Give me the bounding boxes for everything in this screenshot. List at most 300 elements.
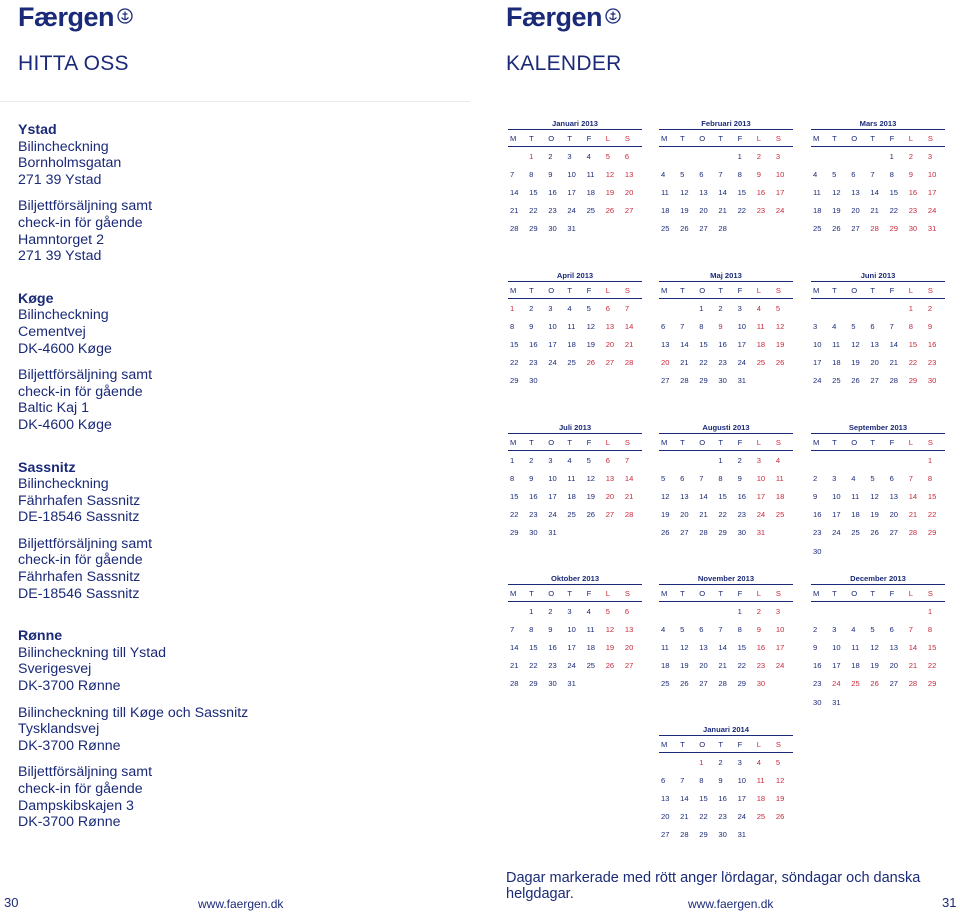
location-0 [18,122,268,265]
day-cell: 6 [661,321,666,331]
day-cell: 17 [548,491,557,501]
day-cell: 28 [908,679,918,689]
day-cell: 5 [870,624,875,634]
day-cell: 12 [586,321,596,331]
location-city: Sassnitz [18,459,76,476]
day-cell: 18 [661,206,670,216]
day-cell: 6 [889,624,894,634]
day-cell: 7 [510,169,515,179]
day-cell: 31 [756,528,766,538]
weekday-label: S [927,133,933,143]
day-cell: 24 [775,206,785,216]
day-cell: 23 [529,358,538,368]
month-days [659,451,793,542]
day-cell: 7 [908,473,913,483]
calendar-month [508,422,642,542]
day-cell: 23 [756,206,766,216]
day-cell: 28 [718,679,727,689]
day-cell: 15 [529,642,538,652]
day-cell: 31 [567,224,576,234]
month-name: Juli 2013 [558,423,592,432]
divider-left [0,101,470,102]
weekday-label: F [737,285,743,295]
day-cell: 7 [908,624,913,634]
weekday-label: T [567,285,573,295]
weekday-label: O [548,588,555,598]
day-cell: 21 [510,661,519,671]
day-cell: 19 [605,642,615,652]
day-cell: 29 [529,679,538,689]
day-cell: 14 [889,339,899,349]
day-cell: 19 [851,358,860,368]
weekday-label: M [813,285,820,295]
weekday-label: O [548,133,555,143]
day-cell: 22 [737,206,747,216]
day-cell: 26 [775,812,785,822]
day-cell: 3 [567,151,572,161]
day-cell: 10 [775,624,785,634]
day-cell: 25 [775,510,785,520]
weekday-label: M [813,588,820,598]
day-cell: 3 [775,151,781,161]
day-cell: 24 [548,510,557,520]
day-cell: 14 [908,642,918,652]
day-cell: 2 [718,757,723,767]
day-cell: 2 [908,151,913,161]
weekday-label: T [870,437,876,447]
day-cell: 13 [851,187,860,197]
day-cell: 24 [775,661,785,671]
page-title-right: KALENDER [506,52,622,75]
day-cell: 3 [548,455,553,465]
day-cell: 17 [832,510,841,520]
day-cell: 12 [680,187,689,197]
day-cell: 11 [851,491,860,501]
address-line: Biljettförsäljning samt [18,764,153,781]
day-cell: 10 [927,169,937,179]
day-cell: 11 [813,187,821,197]
day-cell: 18 [813,206,822,216]
day-cell: 30 [737,528,747,538]
day-cell: 14 [680,793,689,803]
weekday-label: O [699,437,706,447]
day-cell: 16 [548,187,557,197]
day-cell: 8 [908,321,913,331]
day-cell: 18 [586,187,596,197]
address-line: check-in för gående [18,383,143,400]
month-name: April 2013 [556,271,594,280]
day-cell: 9 [529,473,534,483]
day-cell: 12 [851,339,860,349]
day-cell: 9 [718,775,723,785]
day-cell: 7 [510,624,515,634]
weekday-label: O [851,588,858,598]
address-line: DK-3700 Rønne [18,814,121,831]
day-cell: 27 [624,661,634,671]
weekday-label: T [567,437,573,447]
day-cell: 29 [510,528,519,538]
weekday-label: T [832,437,837,447]
weekday-label: T [567,588,573,598]
day-cell: 26 [870,679,879,689]
day-cell: 30 [548,679,557,689]
month-days [811,451,945,560]
month-name: December 2013 [850,574,906,583]
day-cell: 3 [737,757,742,767]
month-name: Mars 2013 [859,119,897,128]
address-line: DE-18546 Sassnitz [18,585,140,602]
weekday-header [659,735,793,753]
weekday-label: M [661,285,668,295]
day-cell: 10 [775,169,785,179]
day-cell: 23 [927,358,937,368]
day-cell: 4 [567,303,572,313]
day-cell: 25 [851,679,860,689]
day-cell: 14 [870,187,879,197]
website-link-right[interactable]: www.faergen.dk [688,897,774,911]
weekday-label: O [851,285,858,295]
weekday-label: L [908,588,913,598]
day-cell: 16 [756,187,766,197]
day-cell: 4 [851,473,856,483]
weekday-label: M [661,437,668,447]
weekday-label: O [548,437,555,447]
day-cell: 26 [605,206,615,216]
day-cell: 23 [813,679,822,689]
day-cell: 13 [605,321,615,331]
day-cell: 16 [927,339,937,349]
day-cell: 31 [832,697,841,707]
day-cell: 16 [548,642,557,652]
day-cell: 16 [529,491,538,501]
weekday-label: T [529,285,534,295]
website-link-left[interactable]: www.faergen.dk [198,897,284,911]
day-cell: 15 [889,187,899,197]
day-cell: 15 [737,187,747,197]
day-cell: 9 [529,321,534,331]
day-cell: 20 [699,661,708,671]
day-cell: 25 [567,510,576,520]
weekday-label: O [699,133,706,143]
day-cell: 19 [870,661,879,671]
day-cell: 11 [851,642,860,652]
weekday-header [659,281,793,299]
day-cell: 28 [870,224,879,234]
day-cell: 24 [813,376,822,386]
day-cell: 23 [908,206,918,216]
month-days [659,753,793,844]
day-cell: 24 [737,812,747,822]
weekday-label: F [586,285,592,295]
weekday-label: M [510,133,517,143]
day-cell: 15 [737,642,747,652]
day-cell: 10 [737,775,747,785]
day-cell: 4 [586,606,591,616]
address-line: Biljettförsäljning samt [18,198,153,215]
weekday-label: T [529,133,534,143]
day-cell: 24 [927,206,937,216]
day-cell: 15 [908,339,918,349]
day-cell: 5 [586,455,591,465]
month-days [659,299,793,390]
day-cell: 4 [567,455,572,465]
day-cell: 28 [718,224,727,234]
day-cell: 21 [510,206,519,216]
address-line: Biljettförsäljning samt [18,367,153,384]
day-cell: 28 [889,376,899,386]
day-cell: 29 [927,528,937,538]
day-cell: 14 [624,473,634,483]
weekday-label: M [510,437,517,447]
weekday-label: L [908,133,913,143]
day-cell: 18 [586,642,596,652]
weekday-label: T [870,285,876,295]
day-cell: 25 [756,358,766,368]
brand-name: Færgen [18,2,115,32]
day-cell: 3 [927,151,933,161]
day-cell: 25 [756,812,766,822]
weekday-label: T [870,133,876,143]
day-cell: 20 [605,491,615,501]
weekday-label: T [680,285,685,295]
day-cell: 7 [680,321,685,331]
day-cell: 6 [851,169,856,179]
day-cell: 26 [586,358,596,368]
day-cell: 12 [870,491,879,501]
address-block [18,476,268,526]
day-cell: 9 [908,169,913,179]
weekday-label: T [529,588,534,598]
weekday-header [508,129,642,147]
day-cell: 4 [586,151,591,161]
address-line: DK-3700 Rønne [18,678,121,695]
day-cell: 21 [870,206,879,216]
day-cell: 2 [529,303,534,313]
weekday-label: F [737,133,743,143]
day-cell: 17 [813,358,822,368]
brand-logo-right [506,2,621,33]
day-cell: 30 [529,528,538,538]
weekday-label: T [680,437,685,447]
day-cell: 13 [889,491,899,501]
weekday-label: F [889,437,895,447]
day-cell: 15 [699,339,708,349]
day-cell: 27 [605,510,615,520]
weekday-label: S [624,133,630,143]
holiday-note: Dagar markerade med rött anger lördagar, söndagar och danska helgdagar. [506,870,921,902]
day-cell: 1 [699,303,704,313]
weekday-label: S [775,133,781,143]
weekday-label: O [699,739,706,749]
day-cell: 14 [510,187,519,197]
day-cell: 15 [510,339,519,349]
day-cell: 9 [813,642,818,652]
day-cell: 11 [756,321,765,331]
day-cell: 24 [756,510,766,520]
day-cell: 10 [548,473,557,483]
address-line: check-in för gående [18,781,143,797]
day-cell: 19 [680,206,689,216]
day-cell: 17 [567,187,576,197]
day-cell: 17 [832,661,841,671]
address-line: Tysklandsvej [18,721,100,738]
day-cell: 26 [851,376,860,386]
day-cell: 3 [832,473,837,483]
day-cell: 30 [813,546,822,556]
day-cell: 8 [699,775,704,785]
address-line: check-in för gående [18,552,143,569]
day-cell: 30 [813,697,822,707]
day-cell: 30 [927,376,937,386]
weekday-label: M [510,588,517,598]
day-cell: 30 [756,679,766,689]
day-cell: 14 [908,491,918,501]
address-line: 271 39 Ystad [18,171,102,188]
day-cell: 16 [813,510,822,520]
day-cell: 16 [813,661,822,671]
page-title-left: HITTA OSS [18,52,129,75]
anchor-icon [605,8,621,24]
day-cell: 5 [680,624,685,634]
day-cell: 28 [624,510,634,520]
day-cell: 3 [832,624,837,634]
day-cell: 16 [756,642,766,652]
month-days [811,299,945,390]
brand-logo-left [18,2,133,33]
day-cell: 26 [586,510,596,520]
calendar-month [811,422,945,560]
day-cell: 26 [680,224,689,234]
day-cell: 7 [718,169,723,179]
month-days [508,602,642,693]
day-cell: 9 [756,624,761,634]
day-cell: 21 [680,812,689,822]
day-cell: 8 [699,321,704,331]
day-cell: 9 [756,169,761,179]
weekday-label: F [737,739,743,749]
day-cell: 19 [832,206,841,216]
day-cell: 9 [737,473,742,483]
day-cell: 31 [567,679,576,689]
day-cell: 1 [927,455,933,465]
weekday-label: L [605,588,610,598]
day-cell: 29 [908,376,918,386]
page-number-right: 31 [942,895,957,910]
day-cell: 17 [548,339,557,349]
day-cell: 20 [699,206,708,216]
day-cell: 5 [775,303,781,313]
day-cell: 22 [699,358,708,368]
day-cell: 7 [870,169,875,179]
day-cell: 12 [605,169,615,179]
weekday-label: S [927,437,933,447]
day-cell: 23 [718,358,727,368]
weekday-label: O [851,133,858,143]
day-cell: 20 [661,812,670,822]
calendar-month [659,270,793,390]
weekday-header [508,281,642,299]
day-cell: 2 [548,606,553,616]
day-cell: 2 [548,151,553,161]
day-cell: 7 [718,624,723,634]
calendar-month [508,118,642,238]
day-cell: 15 [529,187,538,197]
day-cell: 6 [889,473,894,483]
day-cell: 5 [661,473,666,483]
day-cell: 10 [832,642,841,652]
day-cell: 6 [661,775,666,785]
day-cell: 19 [661,510,670,520]
weekday-label: S [775,437,781,447]
day-cell: 27 [851,224,860,234]
address-line: Dampskibskajen 3 [18,797,134,814]
day-cell: 30 [718,376,727,386]
day-cell: 21 [718,206,727,216]
weekday-label: S [624,588,630,598]
day-cell: 2 [927,303,933,313]
month-name: Januari 2014 [702,725,749,734]
day-cell: 18 [851,510,860,520]
day-cell: 5 [775,757,781,767]
day-cell: 23 [813,528,822,538]
day-cell: 24 [567,206,576,216]
calendar-month [811,270,945,390]
address-line: 271 39 Ystad [18,248,102,265]
day-cell: 13 [680,491,689,501]
day-cell: 4 [813,169,818,179]
day-cell: 30 [908,224,918,234]
address-line: DK-3700 Rønne [18,737,121,754]
day-cell: 18 [756,793,766,803]
day-cell: 12 [870,642,879,652]
day-cell: 9 [813,491,818,501]
day-cell: 13 [661,793,670,803]
weekday-label: L [605,285,610,295]
day-cell: 2 [813,624,818,634]
day-cell: 22 [699,812,708,822]
weekday-label: L [756,133,761,143]
weekday-header [659,129,793,147]
day-cell: 21 [624,491,634,501]
day-cell: 25 [832,376,841,386]
weekday-label: T [870,588,876,598]
day-cell: 28 [624,358,634,368]
calendar-month [659,573,793,693]
month-name: Februari 2013 [701,119,751,128]
weekday-label: L [605,133,610,143]
calendar-month [811,573,945,711]
day-cell: 18 [756,339,766,349]
day-cell: 14 [718,642,727,652]
day-cell: 28 [699,528,708,538]
day-cell: 1 [699,757,704,767]
day-cell: 1 [510,455,515,465]
address-block [18,367,268,433]
day-cell: 6 [680,473,685,483]
day-cell: 19 [680,661,689,671]
day-cell: 20 [605,339,615,349]
weekday-label: F [889,285,895,295]
weekday-label: O [699,588,706,598]
month-days [508,299,642,390]
day-cell: 16 [737,491,747,501]
calendar-month [659,422,793,542]
day-cell: 13 [699,642,708,652]
day-cell: 8 [737,624,742,634]
weekday-label: T [832,285,837,295]
address-line: Bilincheckning till Ystad [18,644,166,661]
day-cell: 22 [927,661,937,671]
